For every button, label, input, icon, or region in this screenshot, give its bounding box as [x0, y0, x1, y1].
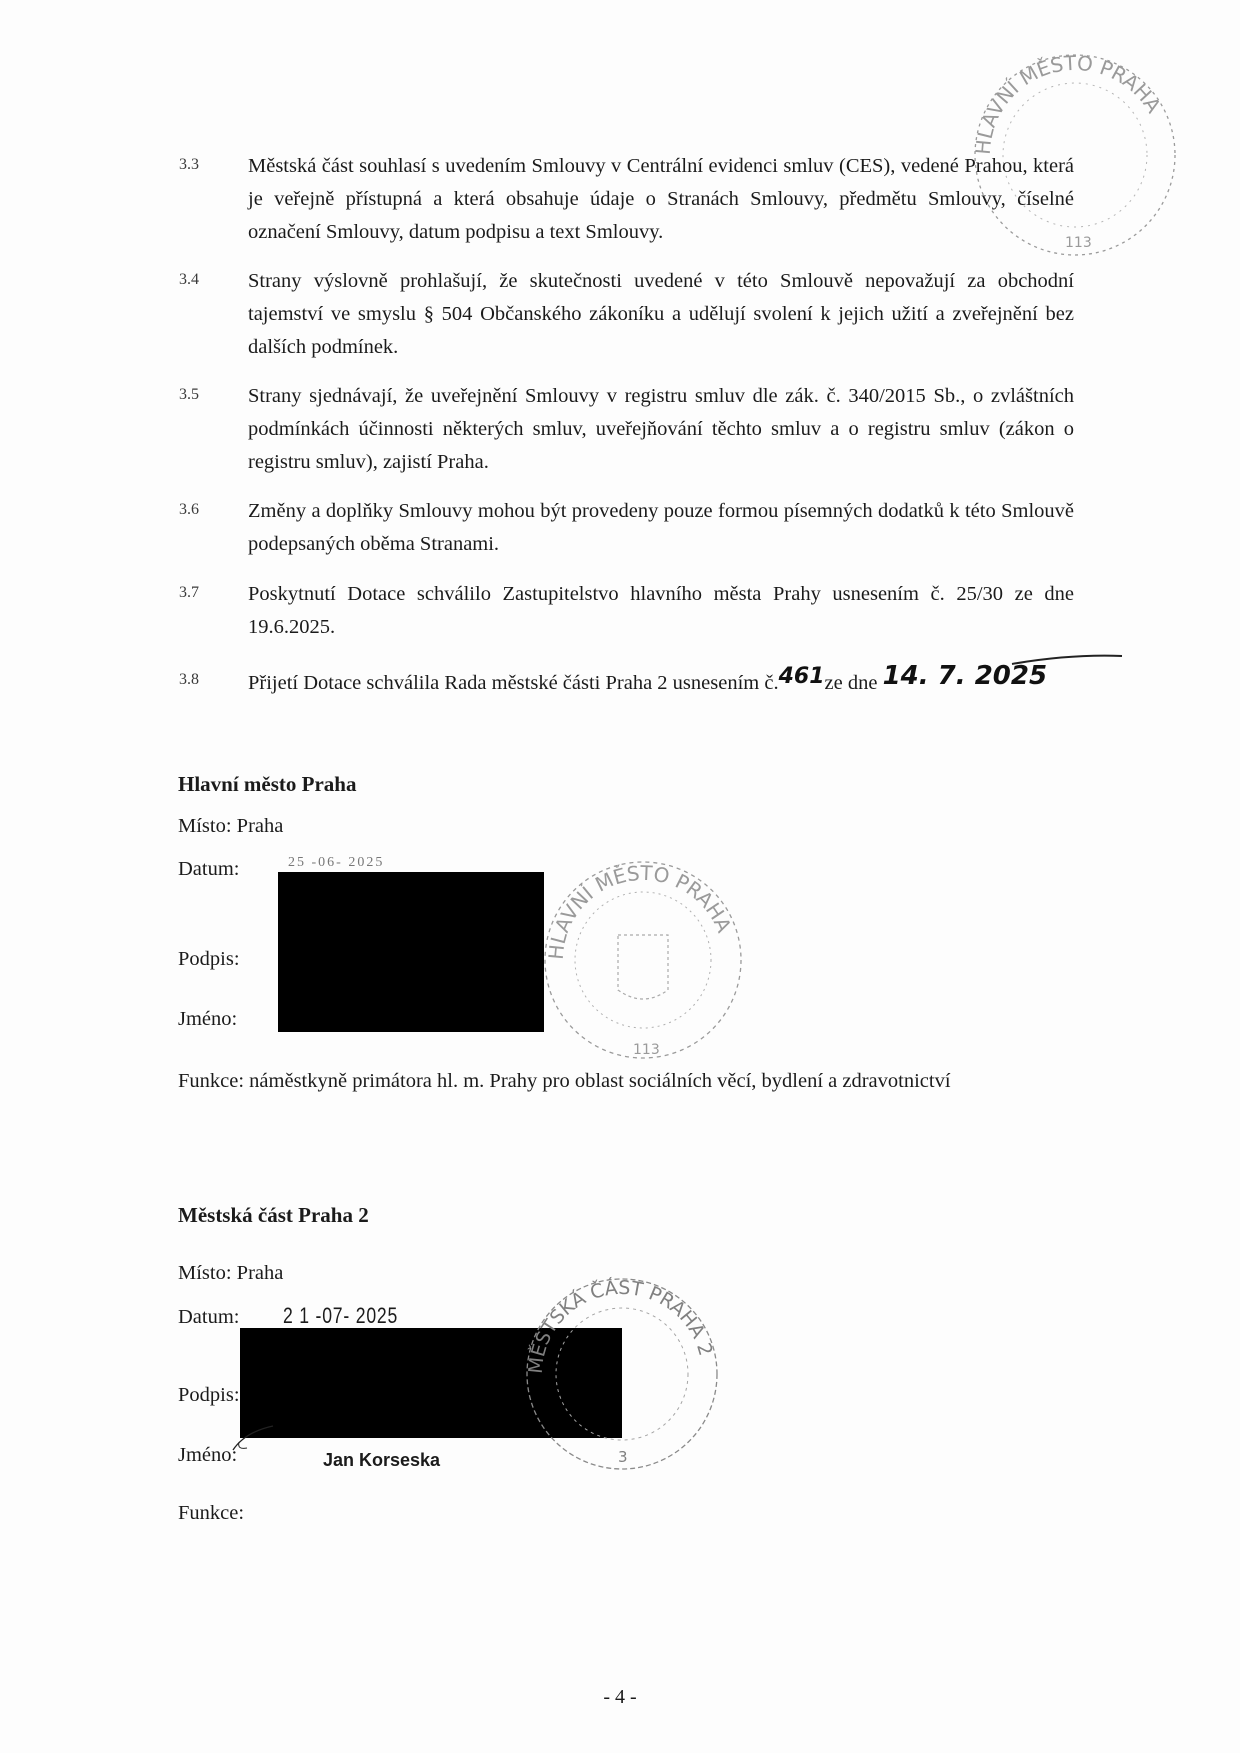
party2-date-value: 2 1 -07- 2025: [283, 1303, 399, 1328]
party1-heading: Hlavní město Praha: [178, 772, 357, 796]
clause-text: Poskytnutí Dotace schválilo Zastupitelstvo hlavního města Prahy usnesením č. 25/30 ze dne 19.6.2025.: [248, 583, 1074, 638]
party1-place: Místo: Praha: [178, 815, 284, 837]
party1-date-value: 25 -06- 2025: [288, 855, 385, 870]
party2-function-label: Funkce:: [178, 1502, 245, 1524]
handwritten-underline: [1010, 650, 1130, 670]
clause-number: 3.6: [179, 501, 199, 518]
page-number: - 4 -: [603, 1686, 637, 1708]
clause-number: 3.3: [179, 156, 199, 173]
party2-signature-label: Podpis:: [178, 1384, 240, 1406]
clause-text-mid: ze dne: [824, 672, 878, 694]
party1-name-label: Jméno:: [178, 1008, 238, 1030]
party2-stamp-text: MĚSTSKÁ ČÁST PRAHA 2: [524, 1276, 717, 1375]
clause-text: [248, 661, 1074, 700]
party2-stamp-number: 3: [618, 1448, 628, 1466]
party1-stamp: [533, 850, 753, 1070]
signature-stroke: [225, 1420, 285, 1460]
top-stamp-number: 113: [1065, 235, 1092, 251]
party2-name-value: Jan Korseska: [323, 1450, 441, 1470]
party1-date-label: Datum:: [178, 858, 240, 880]
party2-date-label: Datum:: [178, 1306, 240, 1328]
party2-name-label: Jméno:: [178, 1444, 238, 1466]
party2-stamp: [510, 1262, 730, 1482]
clause-number: 3.8: [179, 671, 199, 688]
clause-number: 3.7: [179, 584, 199, 601]
party2-heading: Městská část Praha 2: [178, 1203, 369, 1227]
clause-text: Městská část souhlasí s uvedením Smlouvy v Centrální evidenci smluv (CES), vedené Prahou, která je veřejně přístupná a která obsahuje údaje o Stranách Smlouvy, předmětu Smlouvy, číselné označení Smlouvy, datum podpisu a text Smlouvy.: [248, 155, 1074, 243]
handwritten-date: 14. 7. 2025: [882, 661, 1048, 691]
party1-function: Funkce: náměstkyně primátora hl. m. Prahy pro oblast sociálních věcí, bydlení a zdravotnictví: [178, 1070, 951, 1092]
party1-stamp-number: 113: [633, 1042, 660, 1058]
svg-text:HLAVNÍ MĚSTO PRAHA: [971, 51, 1166, 156]
handwritten-resolution-number: 461: [778, 664, 825, 689]
clause-text: Změny a doplňky Smlouvy mohou být provedeny pouze formou písemných dodatků k této Smlouvě podepsaných oběma Stranami.: [248, 500, 1074, 555]
top-stamp-text: HLAVNÍ MĚSTO PRAHA: [970, 50, 1166, 156]
svg-text:HLAVNÍ MĚSTO PRAHA: [544, 861, 737, 961]
clause-text: Strany sjednávají, že uveřejnění Smlouvy v registru smluv dle zák. č. 340/2015 Sb., o zvláštních podmínkách účinnosti některých smluv, uveřejňování těchto smluv a o registru smluv (zákon o registru smluv), zajistí Praha.: [248, 385, 1074, 473]
svg-text:MĚSTSKÁ ČÁST PRAHA 2: [525, 1276, 717, 1375]
party1-signature-label: Podpis:: [178, 948, 240, 970]
party1-stamp-text: HLAVNÍ MĚSTO PRAHA: [543, 860, 737, 961]
clause-number: 3.5: [179, 386, 199, 403]
clause-text: Strany výslovně prohlašují, že skutečnosti uvedené v této Smlouvě nepovažují za obchodní tajemství ve smyslu § 504 Občanského zákoníku a udělují svolení k jejich užití a zveřejnění bez dalších podmínek.: [248, 270, 1074, 358]
party2-place: Místo: Praha: [178, 1262, 284, 1284]
clause-number: 3.4: [179, 271, 199, 288]
clause-text-start: Přijetí Dotace schválila Rada městské části Praha 2 usnesením č.: [248, 672, 779, 694]
party1-redaction: [278, 872, 544, 1032]
